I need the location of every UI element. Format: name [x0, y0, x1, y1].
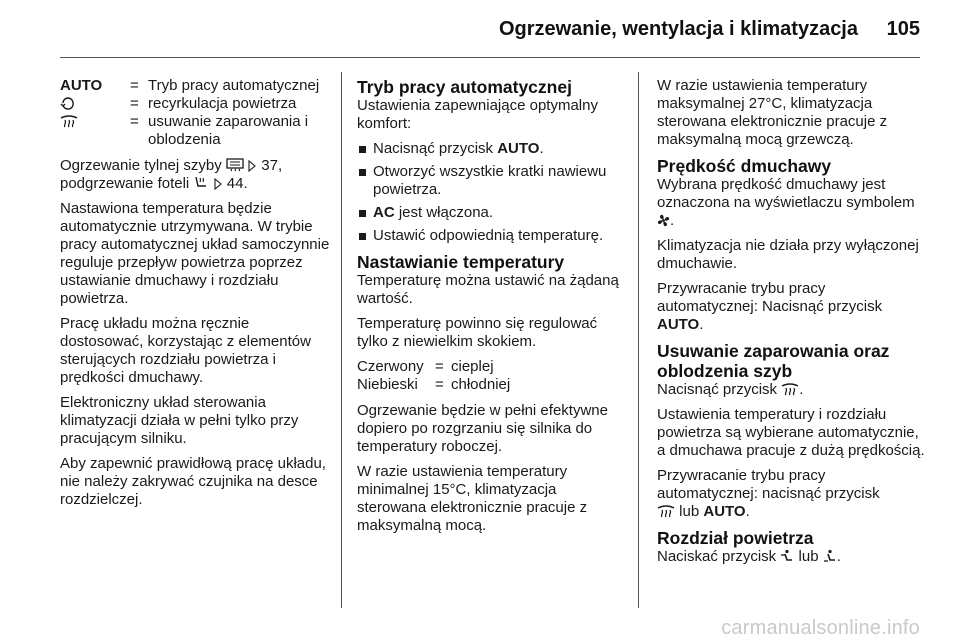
- recirculation-icon: [60, 96, 76, 110]
- auto-steps-list: [357, 140, 629, 245]
- paragraph: Przywracanie trybu pracy automatycznej: Nacisnąć przycisk AUTO.: [657, 280, 883, 333]
- paragraph: Nacisnąć przycisk .: [657, 381, 804, 398]
- paragraph: Ogrzewanie będzie w pełni efektywne dopiero po rozgrzaniu się silnika do temperatury roboczej.: [357, 402, 608, 455]
- paragraph: Przywracanie trybu pracy automatycznej: nacisnąć przycisk lub AUTO.: [657, 467, 880, 520]
- paragraph: Temperaturę powinno się regulować tylko z niewielkim skokiem.: [357, 315, 598, 350]
- section-heading-defrost: Usuwanie zaparowania oraz oblodzenia szyb: [657, 341, 890, 381]
- paragraph: Wybrana prędkość dmuchawy jest oznaczona na wyświetlaczu symbolem .: [657, 176, 915, 229]
- legend-row-auto: AUTO = Tryb pracy automatycznej: [60, 77, 330, 95]
- paragraph: W razie ustawienia temperatury minimalnej 15°C, klimatyzacja sterowana elektronicznie pracuje z maksymalną mocą.: [357, 463, 588, 534]
- list-item: Nacisnąć przycisk AUTO.: [357, 140, 629, 158]
- list-item: AC jest włączona.: [357, 204, 629, 222]
- paragraph: Pracę układu można ręcznie dostosować, korzystając z elementów sterujących rozdziału powietrza i prędkości dmuchawy.: [60, 315, 311, 386]
- bullet-icon: [359, 169, 366, 176]
- page-title: Ogrzewanie, wentylacja i klimatyzacja: [498, 18, 858, 40]
- legend-row-defrost: = usuwanie zaparowania i oblodzenia: [60, 113, 330, 149]
- air-distribution-upper-icon: [780, 549, 794, 563]
- legend-desc-recirculation: recyrkulacja powietrza: [148, 95, 297, 112]
- defrost-icon: [657, 504, 675, 518]
- legend-desc-auto: Tryb pracy automatycznej: [148, 77, 320, 94]
- paragraph: Temperaturę można ustawić na żądaną wartość.: [357, 272, 619, 307]
- bullet-icon: [359, 146, 366, 153]
- section-heading-auto-mode: Tryb pracy automatycznej: [357, 77, 572, 97]
- defrost-icon: [60, 114, 78, 128]
- table-row: Niebieski = chłodniej: [357, 376, 511, 393]
- column-1: [60, 77, 330, 516]
- section-heading-fan-speed: Prędkość dmuchawy: [657, 156, 832, 176]
- paragraph: Elektroniczny układ sterowania klimatyzacji działa w pełni tylko przy pracującym silniku.: [60, 394, 299, 447]
- table-row: Czerwony = cieplej: [357, 358, 494, 375]
- fan-icon: [657, 214, 670, 227]
- list-item: Ustawić odpowiednią temperaturę.: [357, 227, 629, 245]
- rear-window-heating-icon: [226, 158, 244, 172]
- air-distribution-lower-icon: [823, 549, 837, 563]
- section-heading-air-distribution: Rozdział powietrza: [657, 528, 814, 548]
- ref-page-seat-heating[interactable]: 44: [226, 175, 244, 192]
- column-2: [357, 77, 629, 542]
- page-header: [0, 0, 960, 60]
- watermark: carmanualsonline.info: [721, 617, 920, 639]
- header-divider: [60, 57, 920, 58]
- column-divider-2: [638, 72, 639, 608]
- paragraph: Ustawienia zapewniające optymalny komfort:: [357, 97, 598, 132]
- color-legend: [357, 358, 510, 394]
- bullet-icon: [359, 233, 366, 240]
- section-heading-temperature: Nastawianie temperatury: [357, 252, 565, 272]
- cross-reference: Ogrzewanie tylnej szyby 37, podgrzewanie foteli 44.: [60, 157, 283, 192]
- symbol-legend: [60, 77, 330, 149]
- column-3: [657, 77, 925, 573]
- paragraph: Ustawienia temperatury i rozdziału powietrza są wybierane automatycznie, a dmuchawa pracuje z dużą prędkością.: [657, 406, 925, 459]
- bullet-icon: [359, 210, 366, 217]
- page-number: 105: [886, 18, 920, 40]
- ref-page-rear-window[interactable]: 37: [261, 157, 278, 174]
- legend-desc-defrost: usuwanie zaparowania i oblodzenia: [148, 113, 309, 148]
- legend-key-auto: AUTO: [60, 77, 103, 94]
- list-item: Otworzyć wszystkie kratki nawiewu powietrza.: [357, 163, 629, 199]
- page-reference-icon: [214, 178, 223, 190]
- paragraph: Naciskać przycisk lub .: [657, 548, 841, 565]
- defrost-icon: [781, 382, 799, 396]
- paragraph: Klimatyzacja nie działa przy wyłączonej dmuchawie.: [657, 237, 919, 272]
- legend-row-recirculation: = recyrkulacja powietrza: [60, 95, 330, 113]
- seat-heating-icon: [193, 176, 209, 190]
- paragraph: Nastawiona temperatura będzie automatycznie utrzymywana. W trybie pracy automatycznej układ samoczynnie reguluje przepływ powietrza poprzez ustawianie dmuchawy i rozdziału powietrza.: [60, 200, 330, 307]
- paragraph: W razie ustawienia temperatury maksymalnej 27°C, klimatyzacja sterowana elektronicznie pracuje z maksymalną mocą grzewczą.: [657, 77, 888, 148]
- page-reference-icon: [248, 160, 257, 172]
- paragraph: Aby zapewnić prawidłową pracę układu, nie należy zakrywać czujnika na desce rozdzielczej.: [60, 455, 326, 508]
- column-divider-1: [341, 72, 342, 608]
